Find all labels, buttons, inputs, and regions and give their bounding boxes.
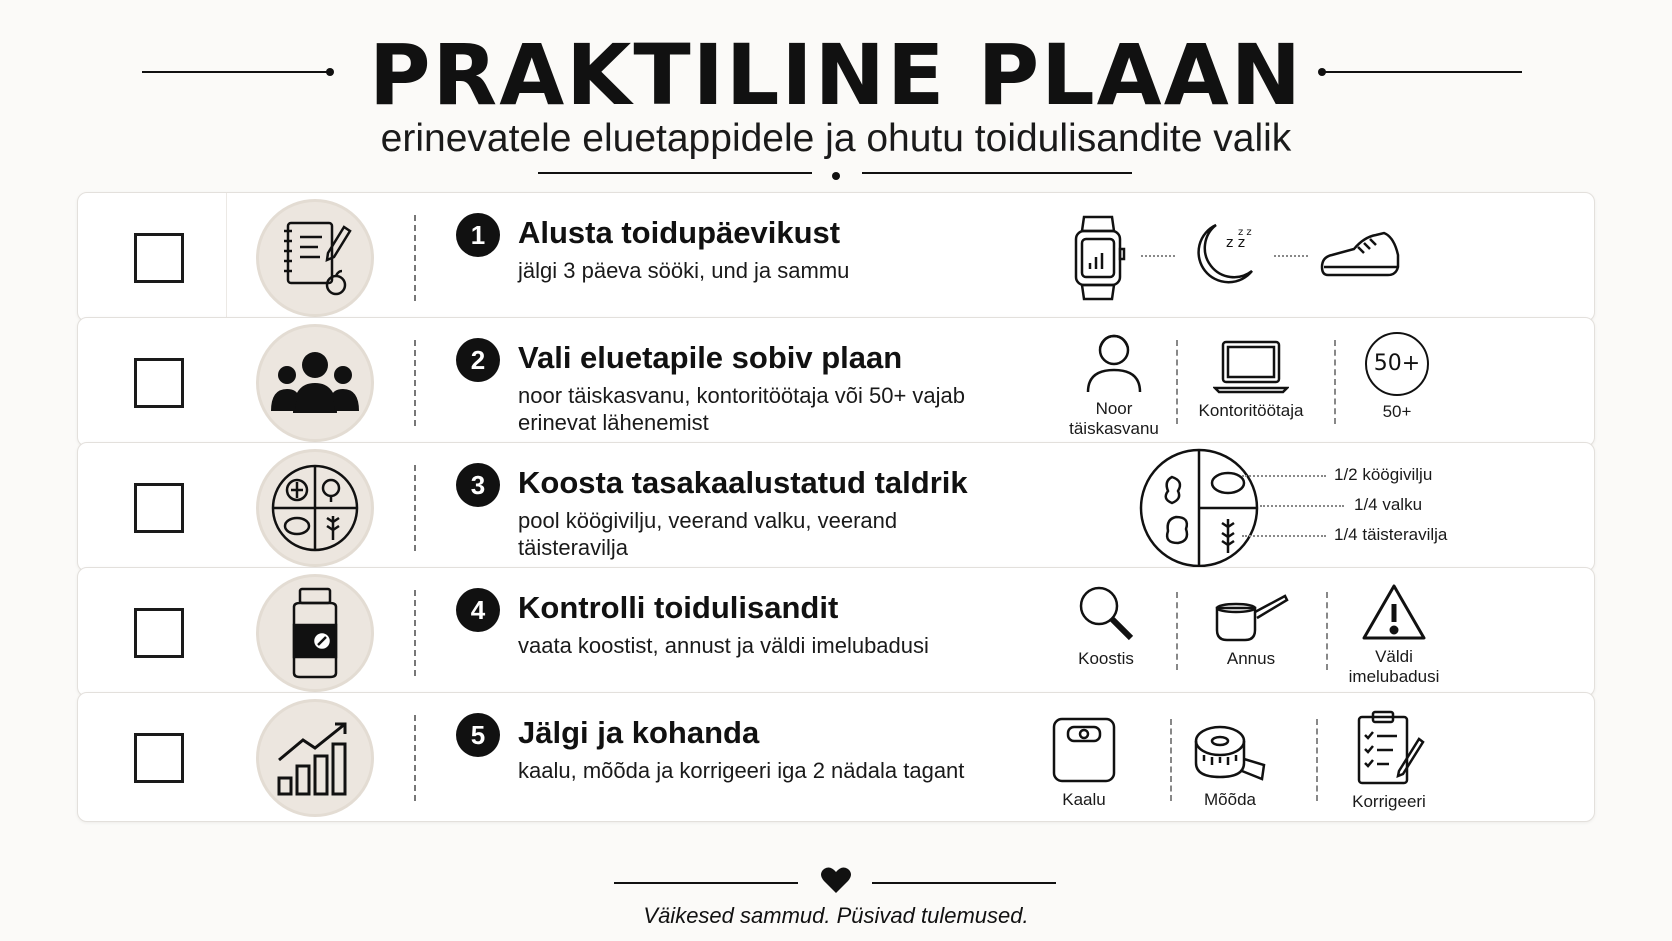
plate-label-grains: 1/4 täisteravilja	[1334, 525, 1448, 544]
icon-label: Mõõda	[1204, 790, 1256, 809]
row-dashed-divider	[414, 715, 416, 801]
row-divider	[226, 193, 227, 321]
icon-divider	[1326, 592, 1328, 670]
composition-option	[1058, 582, 1154, 669]
step-number: 4	[456, 588, 500, 632]
scale-icon	[1050, 715, 1118, 785]
step-row-4	[77, 567, 1595, 697]
page-subtitle: erinevatele eluetappidele ja ohutu toidulisandite valik	[380, 117, 1292, 160]
step-title: Alusta toidupäevikust	[518, 215, 841, 250]
connector	[1274, 255, 1308, 257]
avoid-claims-option	[1334, 582, 1454, 687]
step-2-checkbox[interactable]	[134, 358, 184, 408]
header	[0, 0, 1672, 190]
step-number: 3	[456, 463, 500, 507]
subtitle-rule-right	[862, 172, 1132, 174]
person-option	[1058, 330, 1170, 439]
step-number: 5	[456, 713, 500, 757]
person-icon	[1084, 330, 1144, 394]
step-description: vaata koostist, annust ja väldi imelubadusi	[518, 633, 929, 658]
growth-chart-icon	[256, 699, 374, 817]
laptop-option	[1184, 338, 1318, 421]
heart-icon	[821, 866, 851, 894]
step-title: Koosta tasakaalustatud taldrik	[518, 465, 968, 500]
step-row-3	[77, 442, 1595, 572]
step-1-checkbox[interactable]	[134, 233, 184, 283]
sleep-moon-icon	[1186, 219, 1264, 289]
footer-tagline: Väikesed sammud. Püsivad tulemused.	[643, 903, 1029, 928]
icon-label: Kaalu	[1062, 790, 1106, 809]
footer-rule-right	[872, 882, 1056, 884]
step-description: kaalu, mõõda ja korrigeeri iga 2 nädala tagant	[518, 758, 965, 783]
step-title: Jälgi ja kohanda	[518, 715, 760, 750]
icon-divider	[1316, 719, 1318, 801]
balanced-plate-diagram-icon	[1138, 447, 1260, 569]
row-dashed-divider	[414, 590, 416, 676]
step-description: noor täiskasvanu, kontoritöötaja või 50+ vajab erinevat lähenemist	[518, 383, 966, 435]
warning-icon	[1360, 582, 1428, 642]
step-4-checkbox[interactable]	[134, 608, 184, 658]
plate-icon	[256, 449, 374, 567]
row-dashed-divider	[414, 340, 416, 426]
dose-option	[1196, 590, 1306, 669]
measure-option	[1180, 719, 1280, 810]
people-group-icon	[256, 324, 374, 442]
step-row-2	[77, 317, 1595, 447]
icon-divider	[1334, 340, 1336, 424]
weigh-option	[1044, 715, 1124, 810]
step-5-checkbox[interactable]	[134, 733, 184, 783]
clipboard-icon	[1353, 709, 1425, 787]
title-rule-right	[1322, 71, 1522, 73]
step-title: Kontrolli toidulisandit	[518, 590, 839, 625]
sneaker-icon	[1318, 227, 1402, 283]
step-row-5	[77, 692, 1595, 822]
footer-rule-left	[614, 882, 798, 884]
plate-connector	[1242, 475, 1326, 477]
fifty-plus-option	[1350, 332, 1444, 422]
connector	[1141, 255, 1175, 257]
fifty-plus-icon: 50+	[1365, 332, 1429, 396]
food-diary-icon	[256, 199, 374, 317]
step-number: 2	[456, 338, 500, 382]
subtitle-rule-dot	[832, 172, 840, 180]
plate-label-vegetables: 1/2 köögivilju	[1334, 465, 1433, 484]
plate-connector	[1260, 505, 1344, 507]
icon-divider	[1170, 719, 1172, 801]
icon-label: Koostis	[1078, 649, 1134, 668]
row-dashed-divider	[414, 465, 416, 551]
measuring-scoop-icon	[1213, 590, 1289, 644]
svg-text:z z: z z	[1226, 235, 1246, 251]
icon-label: Väldi imelubadusi	[1348, 647, 1440, 686]
step-title: Vali eluetapile sobiv plaan	[518, 340, 903, 375]
adjust-option	[1334, 709, 1444, 812]
step-description: pool köögivilju, veerand valku, veerand täisteravilja	[518, 508, 898, 560]
icon-label: Noor täiskasvanu	[1069, 399, 1159, 438]
svg-text:z z: z z	[1238, 227, 1252, 238]
step-number: 1	[456, 213, 500, 257]
row-dashed-divider	[414, 215, 416, 301]
step-description: jälgi 3 päeva sööki, und ja sammu	[518, 258, 850, 283]
icon-divider	[1176, 340, 1178, 424]
supplement-jar-icon	[256, 574, 374, 692]
magnifier-icon	[1075, 582, 1137, 644]
smartwatch-icon	[1068, 213, 1128, 303]
plate-connector	[1242, 535, 1326, 537]
measuring-tape-icon	[1192, 719, 1268, 785]
icon-label: Annus	[1226, 649, 1276, 668]
icon-label: 50+	[1382, 402, 1412, 421]
laptop-icon	[1213, 338, 1289, 396]
icon-label: Kontoritöötaja	[1198, 401, 1304, 420]
page-title: PRAKTILINE PLAAN	[368, 26, 1303, 124]
step-3-checkbox[interactable]	[134, 483, 184, 533]
subtitle-rule-left	[538, 172, 812, 174]
plate-label-protein: 1/4 valku	[1354, 495, 1423, 514]
step-row-1	[77, 192, 1595, 322]
icon-divider	[1176, 592, 1178, 670]
icon-label: Korrigeeri	[1352, 792, 1426, 811]
